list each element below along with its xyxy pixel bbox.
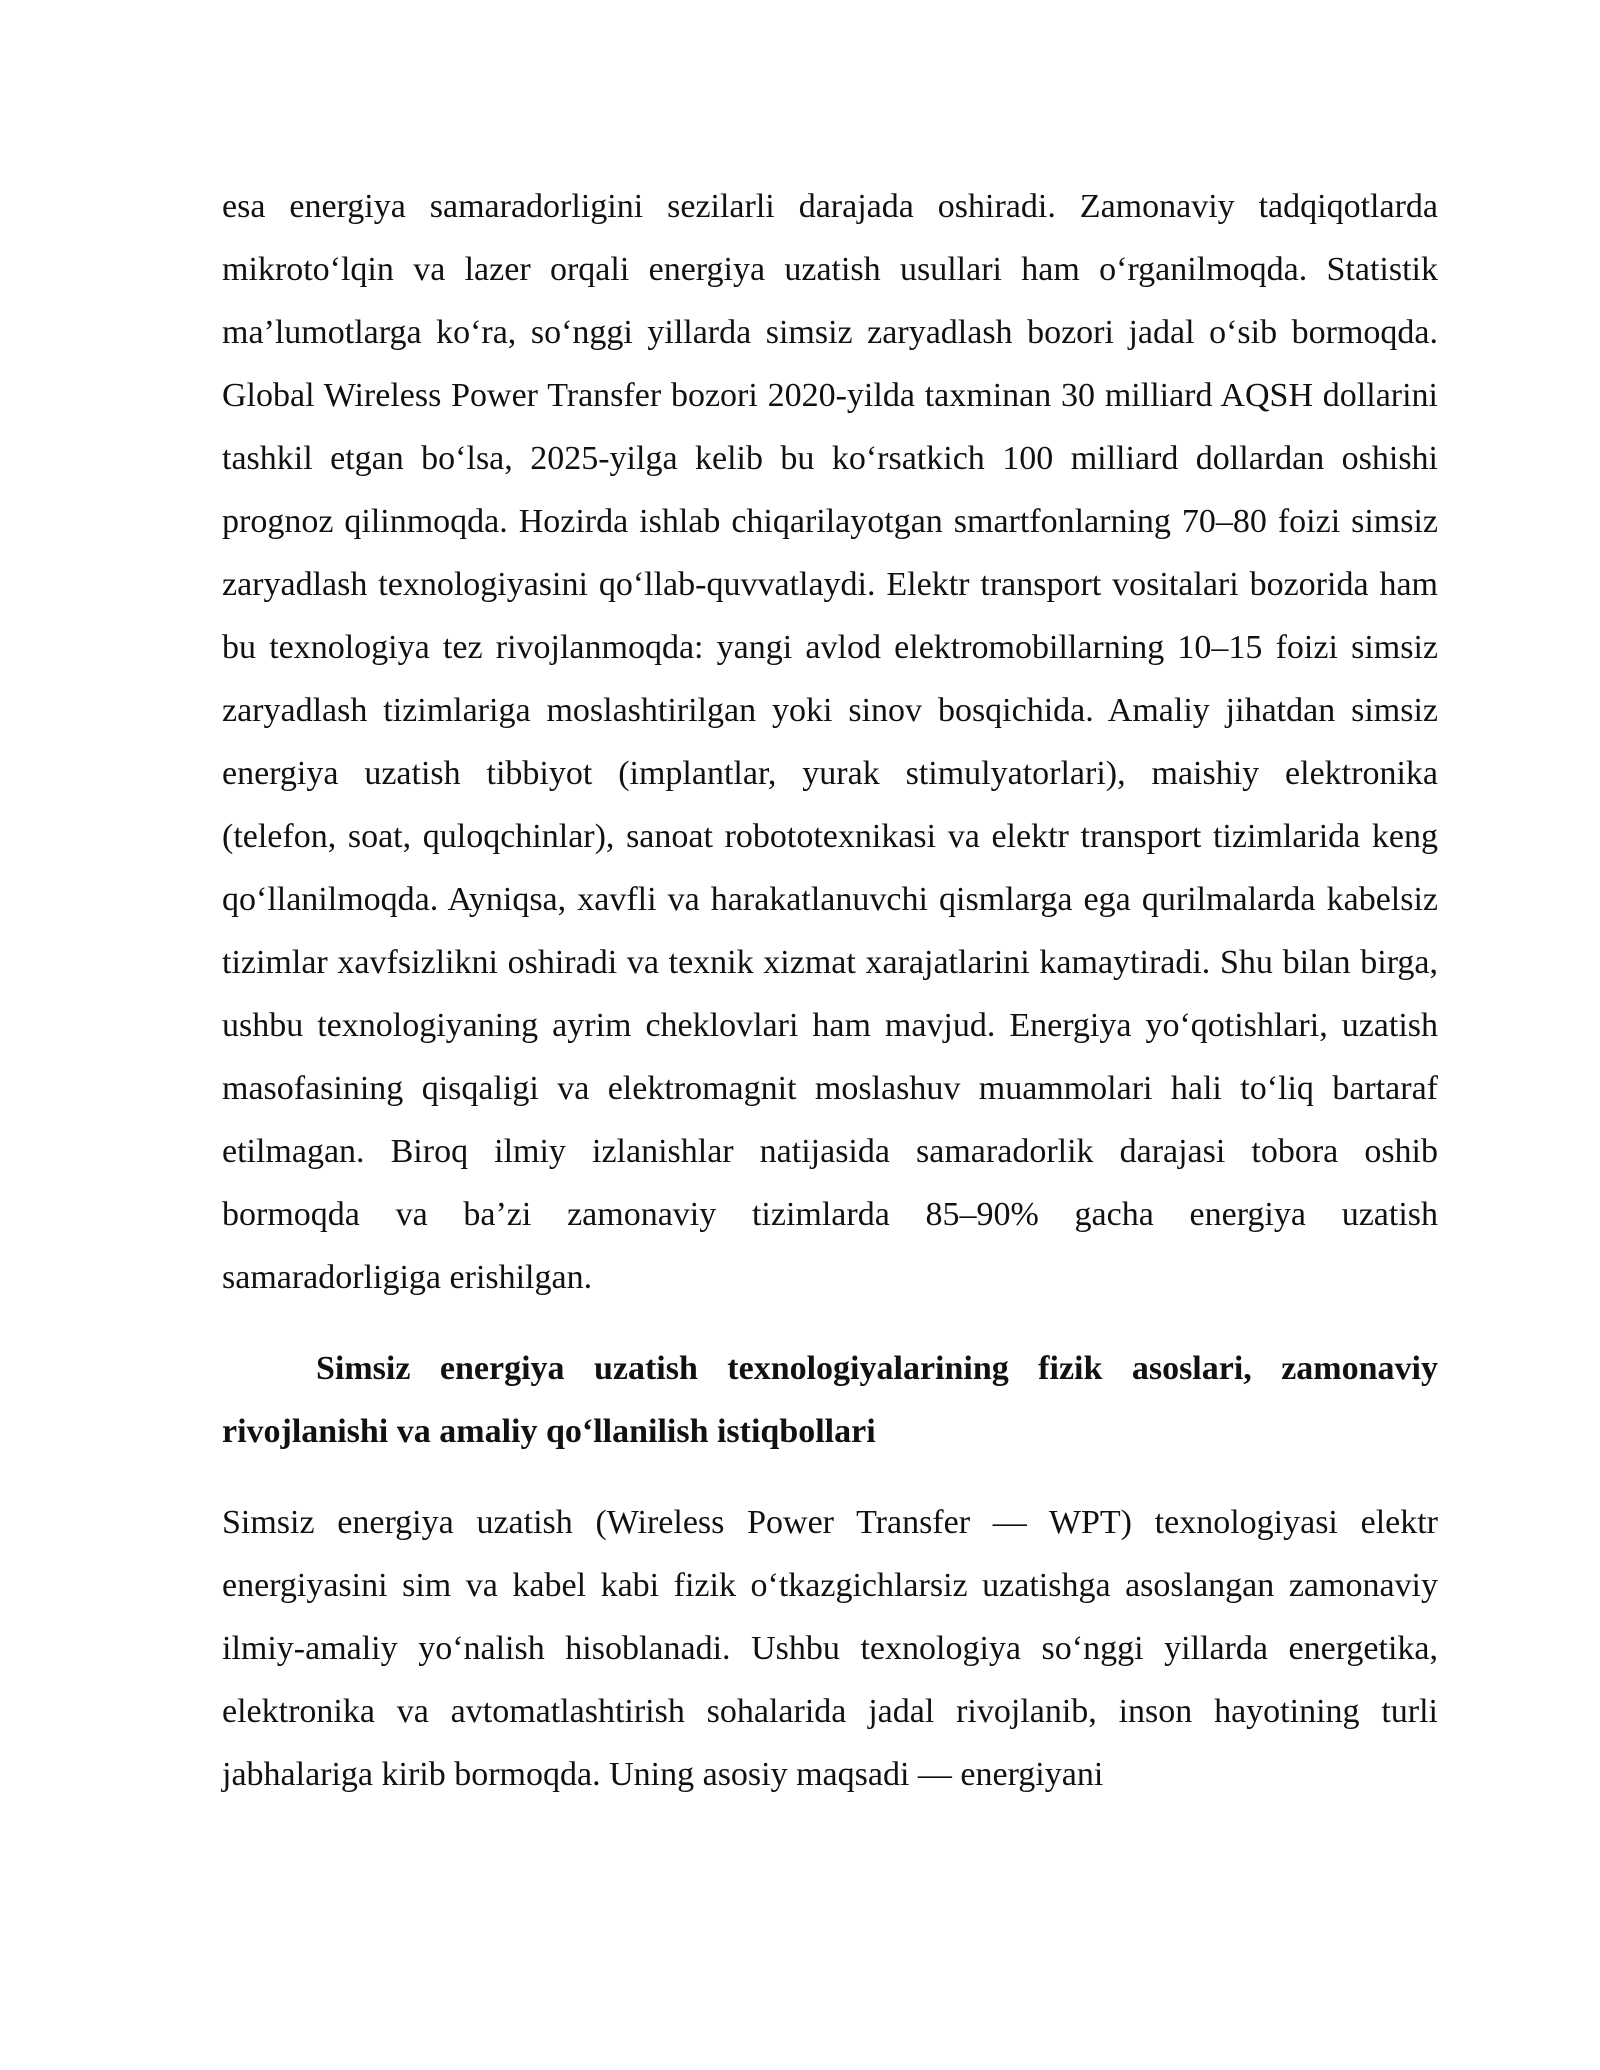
section-heading: Simsiz energiya uzatish texnologiyalarining fizik asoslari, zamonaviy rivojlanishi va amaliy qo‘llanilish istiqbollari — [222, 1350, 1438, 1450]
body-paragraph-1: esa energiya samaradorligini sezilarli darajada oshiradi. Zamonaviy tadqiqotlarda mikroto‘lqin va lazer orqali energiya uzatish usullari ham o‘rganilmoqda. Statistik ma’lumotlarga ko‘ra, so‘nggi yillarda simsiz zaryadlash bozori jadal o‘sib bormoqda. Global Wireless Power Transfer bozori 2020-yilda taxminan 30 milliard AQSH dollarini tashkil etgan bo‘lsa, 2025-yilga kelib bu ko‘rsatkich 100 milliard dollardan oshishi prognoz qilinmoqda. Hozirda ishlab chiqarilayotgan smartfonlarning 70–80 foizi simsiz zaryadlash texnologiyasini qo‘llab-quvvatlaydi. Elektr transport vositalari bozorida ham bu texnologiya tez rivojlanmoqda: yangi avlod elektromobillarning 10–15 foizi simsiz zaryadlash tizimlariga moslashtirilgan yoki sinov bosqichida. Amaliy jihatdan simsiz energiya uzatish tibbiyot (implantlar, yurak stimulyatorlari), maishiy elektronika (telefon, soat, quloqchinlar), sanoat robototexnikasi va elektr transport tizimlarida keng qo‘llanilmoqda. Ayniqsa, xavfli va harakatlanuvchi qismlarga ega qurilmalarda kabelsiz tizimlar xavfsizlikni oshiradi va texnik xizmat xarajatlarini kamaytiradi. Shu bilan birga, ushbu texnologiyaning ayrim cheklovlari ham mavjud. Energiya yo‘qotishlari, uzatish masofasining qisqaligi va elektromagnit moslashuv muammolari hali to‘liq bartaraf etilmagan. Biroq ilmiy izlanishlar natijasida samaradorlik darajasi tobora oshib bormoqda va ba’zi zamonaviy tizimlarda 85–90% gacha energiya uzatish samaradorligiga erishilgan. — [222, 188, 1438, 1296]
document-body — [222, 175, 1438, 1806]
body-paragraph-2: Simsiz energiya uzatish (Wireless Power Transfer — WPT) texnologiyasi elektr energiyasini sim va kabel kabi fizik o‘tkazgichlarsiz uzatishga asoslangan zamonaviy ilmiy-amaliy yo‘nalish hisoblanadi. Ushbu texnologiya so‘nggi yillarda energetika, elektronika va avtomatlashtirish sohalarida jadal rivojlanib, inson hayotining turli jabhalariga kirib bormoqda. Uning asosiy maqsadi — energiyani — [222, 1504, 1438, 1793]
